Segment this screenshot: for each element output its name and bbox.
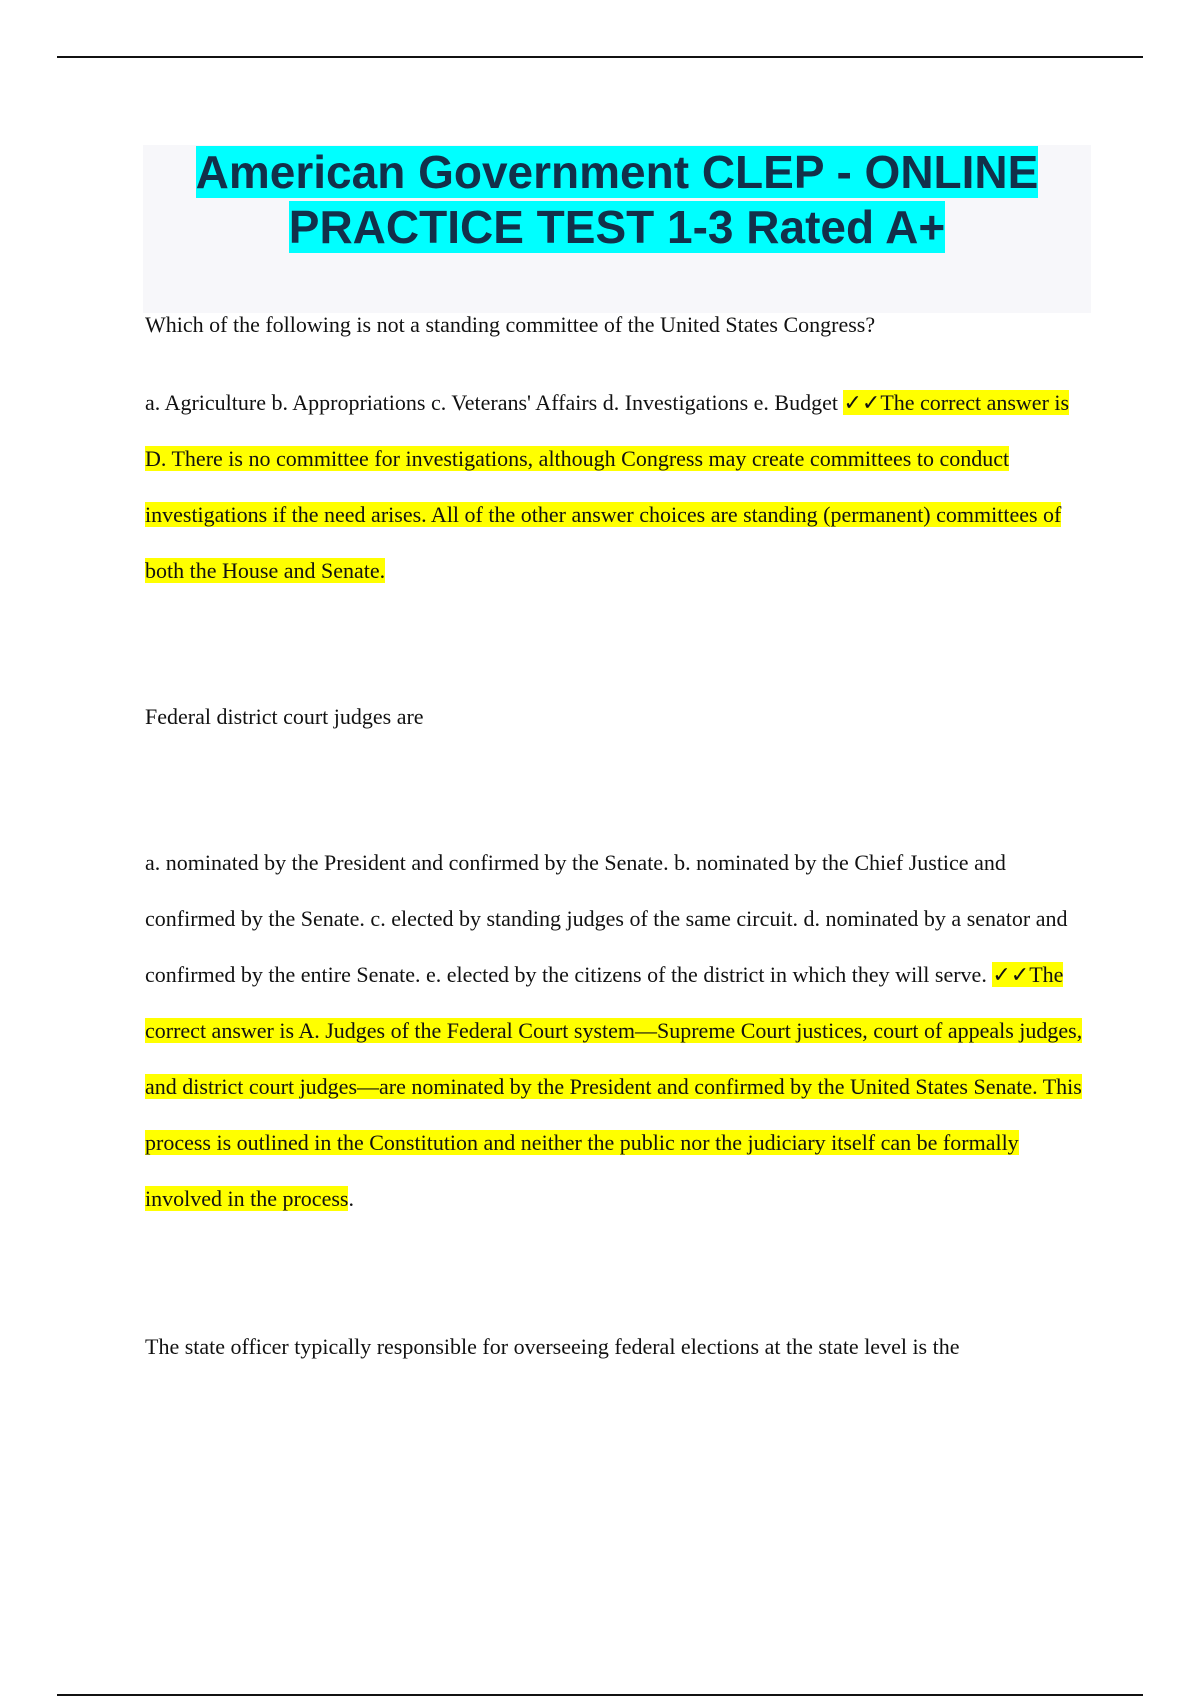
question-2-options: a. nominated by the President and confirmed by the Senate. b. nominated by the Chief Justice and confirmed by the Senate. c. elected by standing judges of the same circuit. d. nominated by a senator and confirmed by the entire Senate. e. elected by the citizens of the district in which they will serve.	[145, 850, 1068, 987]
question-3: The state officer typically responsible for overseeing federal elections at the state level is the	[145, 1334, 960, 1359]
question-2-options-answer	[145, 835, 1085, 1227]
title-panel	[143, 145, 1091, 313]
question-2: Federal district court judges are	[145, 704, 424, 729]
question-1-options-answer	[145, 375, 1085, 599]
question-1-options: a. Agriculture b. Appropriations c. Veterans' Affairs d. Investigations e. Budget	[145, 390, 844, 415]
bottom-rule	[57, 1694, 1143, 1696]
question-2-answer: ✓✓The correct answer is A. Judges of the Federal Court system—Supreme Court justices, court of appeals judges, and district court judges—are nominated by the President and confirmed by the United States Senate. This process is outlined in the Constitution and neither the public nor the judiciary itself can be formally involved in the process	[145, 962, 1083, 1211]
top-rule	[57, 56, 1143, 58]
document-title	[143, 145, 1091, 255]
question-1-answer: ✓✓The correct answer is D. There is no committee for investigations, although Congress may create committees to conduct investigations if the need arises. All of the other answer choices are standing (permanent) committees of both the House and Senate.	[145, 390, 1070, 583]
question-1: Which of the following is not a standing committee of the United States Congress?	[145, 312, 876, 337]
question-2-trailing: .	[348, 1186, 354, 1211]
document-title-text: American Government CLEP - ONLINE PRACTICE TEST 1-3 Rated A+	[195, 146, 1039, 253]
